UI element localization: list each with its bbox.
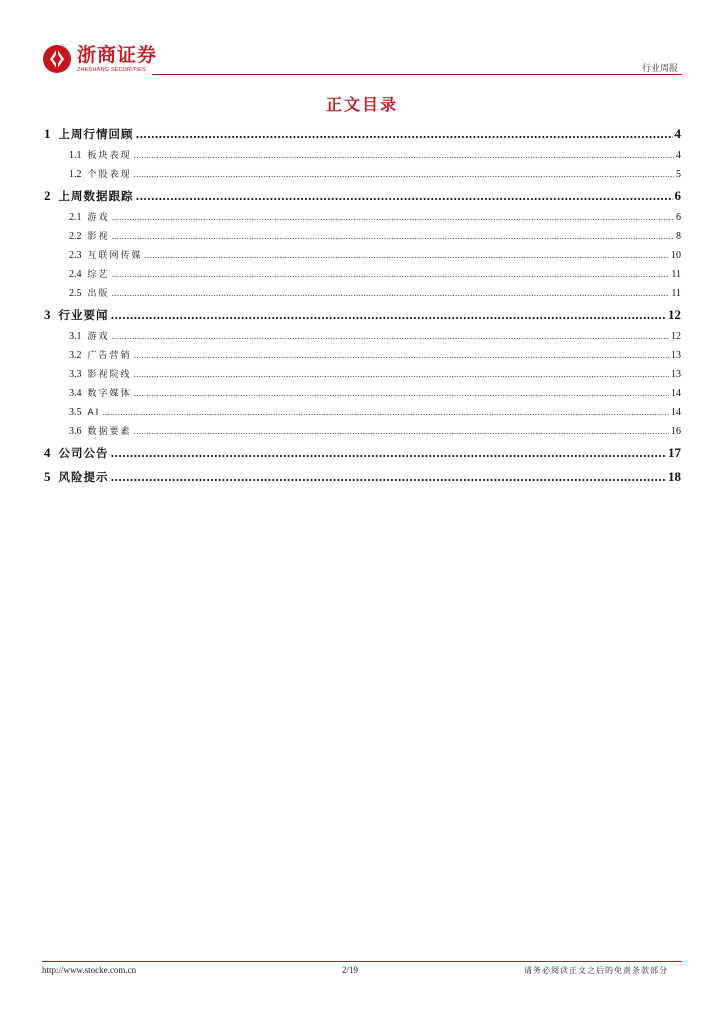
toc-entry-label [44,303,109,327]
toc-entry-title: 游戏 [87,332,110,342]
toc-subsection-entry[interactable] [44,284,681,303]
toc-section-entry[interactable] [44,441,681,465]
toc-subsection-entry[interactable] [44,384,681,403]
toc-entry-title: 数据要素 [87,427,132,437]
toc-subsection-entry[interactable] [44,227,681,246]
logo-english-name: ZHESHANG SECURITIES [77,67,146,73]
page-footer [42,965,682,979]
toc-entry-label [69,327,110,346]
table-of-contents [44,122,681,489]
page-header [42,44,682,80]
toc-entry-title: AI [87,408,101,418]
toc-entry-label [69,146,132,165]
toc-entry-label [69,384,132,403]
toc-entry-title: 广告营销 [87,351,132,361]
toc-dot-leader [112,227,674,246]
disclaimer-notice: 请务必阅读正文之后的免责条款部分 [524,966,668,975]
toc-subsection-entry[interactable] [44,265,681,284]
toc-entry-title: 出版 [87,289,110,299]
toc-subsection-entry[interactable] [44,165,681,184]
toc-entry-page-number: 16 [671,426,681,437]
toc-entry-label [69,265,110,284]
toc-entry-label [69,227,110,246]
toc-subsection-entry[interactable] [44,403,681,422]
toc-entry-label [69,422,132,441]
toc-subsection-entry[interactable] [44,346,681,365]
toc-dot-leader [112,327,669,346]
toc-entry-label [69,284,110,303]
company-logo [42,44,157,78]
toc-dot-leader [112,284,670,303]
toc-dot-leader [111,466,667,489]
toc-entry-page-number: 14 [671,407,681,418]
toc-entry-page-number: 13 [671,369,681,380]
logo-chinese-name: 浙商证券 [77,44,158,66]
toc-entry-page-number: 18 [668,469,681,484]
toc-entry-label [69,365,132,384]
toc-entry-number: 1.2 [69,169,82,180]
toc-entry-title: 影视院线 [87,370,132,380]
toc-dot-leader [134,422,669,441]
toc-entry-page-number: 8 [676,231,681,242]
toc-entry-title: 风险提示 [58,470,109,484]
toc-subsection-entry[interactable] [44,327,681,346]
toc-entry-title: 个股表现 [87,170,132,180]
toc-entry-title: 上周数据跟踪 [58,189,134,203]
toc-entry-page-number: 13 [671,350,681,361]
toc-entry-label [44,441,109,465]
toc-entry-page-number: 6 [674,188,681,203]
toc-entry-page-number: 4 [674,126,681,141]
toc-entry-page-number: 6 [676,212,681,223]
toc-subsection-entry[interactable] [44,422,681,441]
toc-entry-number: 3.2 [69,350,82,361]
toc-section-entry[interactable] [44,184,681,208]
toc-dot-leader [102,403,669,422]
toc-entry-page-number: 10 [671,250,681,261]
toc-entry-number: 4 [44,445,51,460]
footer-url-link[interactable]: http://www.stocke.com.cn [42,965,137,975]
toc-title: 正文目录 [325,95,398,114]
toc-entry-title: 游戏 [87,213,110,223]
toc-entry-label [69,346,132,365]
toc-subsection-entry[interactable] [44,146,681,165]
page-number: 2/19 [342,965,359,975]
logo-emblem-icon [42,44,72,74]
toc-entry-label [69,246,143,265]
toc-dot-leader [111,442,667,465]
toc-entry-label [44,184,134,208]
toc-entry-number: 2.3 [69,250,82,261]
toc-entry-number: 3.5 [69,407,82,418]
toc-subsection-entry[interactable] [44,208,681,227]
toc-entry-number: 3.4 [69,388,82,399]
toc-entry-label [69,208,110,227]
toc-entry-title: 影视 [87,232,110,242]
toc-entry-page-number: 4 [676,150,681,161]
footer-divider [42,961,682,962]
toc-entry-number: 3.6 [69,426,82,437]
toc-dot-leader [145,246,669,265]
toc-dot-leader [136,123,673,146]
toc-entry-number: 2 [44,188,51,203]
toc-entry-number: 5 [44,469,51,484]
toc-entry-title: 互联网传媒 [87,251,143,261]
report-type-label: 行业周报 [641,64,678,74]
toc-entry-number: 3.3 [69,369,82,380]
toc-entry-title: 上周行情回顾 [58,127,134,141]
toc-dot-leader [136,185,673,208]
toc-entry-title: 公司公告 [58,446,109,460]
toc-entry-label [44,465,109,489]
toc-subsection-entry[interactable] [44,365,681,384]
toc-entry-page-number: 11 [671,269,681,280]
toc-dot-leader [134,384,669,403]
toc-entry-number: 2.5 [69,288,82,299]
toc-dot-leader [112,265,670,284]
toc-dot-leader [111,304,667,327]
toc-entry-page-number: 5 [676,169,681,180]
toc-entry-page-number: 12 [671,331,681,342]
toc-entry-label [44,122,134,146]
toc-section-entry[interactable] [44,122,681,146]
toc-dot-leader [134,146,674,165]
toc-subsection-entry[interactable] [44,246,681,265]
toc-dot-leader [112,208,674,227]
toc-entry-number: 3 [44,307,51,322]
toc-dot-leader [134,346,669,365]
toc-entry-title: 数字媒体 [87,389,132,399]
toc-entry-number: 2.4 [69,269,82,280]
toc-entry-number: 3.1 [69,331,82,342]
toc-entry-page-number: 17 [668,445,681,460]
toc-entry-label [69,403,100,422]
toc-entry-number: 2.1 [69,212,82,223]
toc-entry-page-number: 14 [671,388,681,399]
toc-entry-title: 综艺 [87,270,110,280]
toc-entry-label [69,165,132,184]
toc-section-entry[interactable] [44,465,681,489]
toc-entry-title: 行业要闻 [58,308,109,322]
toc-section-entry[interactable] [44,303,681,327]
toc-entry-title: 板块表现 [87,151,132,161]
toc-dot-leader [134,165,674,184]
toc-entry-number: 1.1 [69,150,82,161]
header-divider [152,74,682,75]
toc-entry-number: 1 [44,126,51,141]
toc-dot-leader [134,365,669,384]
toc-entry-page-number: 12 [668,307,681,322]
toc-entry-number: 2.2 [69,231,82,242]
toc-entry-page-number: 11 [671,288,681,299]
